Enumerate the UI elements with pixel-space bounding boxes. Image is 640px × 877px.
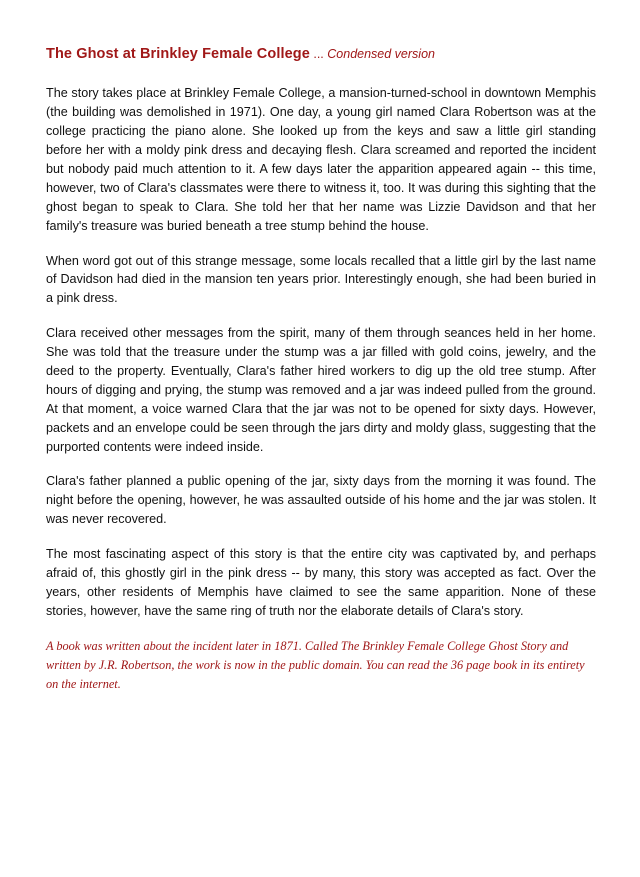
paragraph: The story takes place at Brinkley Female College, a mansion-turned-school in downtown Memphis (the building was demolished in 1971). One day, a young girl named Clara Robertson was at the college practicing the piano alone. She looked up from the keys and saw a little girl standing before her with a moldy pink dress and decaying flesh. Clara screamed and reported the incident but nobody paid much attention to it. A few days later the apparition appeared again -- this time, however, two of Clara's classmates were there to witness it, too. It was during this sighting that the ghost began to speak to Clara. She told her that her name was Lizzie Davidson and that her family's treasure was buried beneath a tree stump behind the house. <box>46 86 596 233</box>
paragraph: Clara's father planned a public opening of the jar, sixty days from the morning it was found. The night before the opening, however, he was assaulted outside of his home and the jar was stolen. It was never recovered. <box>46 474 596 527</box>
title-ellipsis: ... <box>313 47 324 61</box>
subtitle-text: Condensed version <box>327 47 435 61</box>
page-title <box>46 28 596 66</box>
document-title: The Ghost at Brinkley Female College <box>46 46 310 62</box>
paragraph: The most fascinating aspect of this story is that the entire city was captivated by, and perhaps afraid of, this ghostly girl in the pink dress -- by many, this story was accepted as fact. Over the years, other residents of Memphis have claimed to see the same apparition. None of these stories, however, have the same ring of truth nor the elaborate details of Clara's story. <box>46 547 596 618</box>
footnote: A book was written about the incident later in 1871. Called The Brinkley Female College Ghost Story and written by J.R. Robertson, the work is now in the public domain. You can read the 36 page book in its entirety on the internet. <box>46 638 585 691</box>
document-subtitle <box>310 47 435 61</box>
paragraph: When word got out of this strange message, some locals recalled that a little girl by the last name of Davidson had died in the mansion ten years prior. Interestingly enough, she had been buried in a pink dress. <box>46 253 596 306</box>
paragraph: Clara received other messages from the spirit, many of them through seances held in her home. She was told that the treasure under the stump was a jar filled with gold coins, jewelry, and the deed to the property. Eventually, Clara's father hired workers to dig up the old tree stump. After hours of digging and prying, the stump was removed and a jar was indeed pulled from the ground. At that moment, a voice warned Clara that the jar was not to be opened for sixty days. However, packets and an envelope could be seen through the jars dirty and moldy glass, suggesting that the purported contents were indeed inside. <box>46 326 596 454</box>
